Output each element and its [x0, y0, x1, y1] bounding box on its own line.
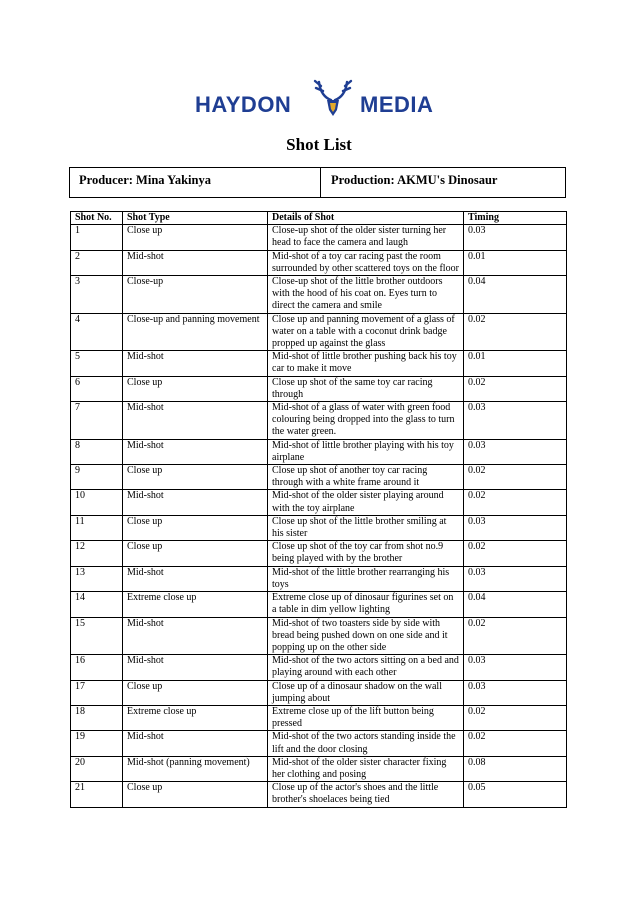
shot-details-cell: Mid-shot of two toasters side by side with bread being pushed down on one side and it popping up on the other side	[268, 617, 464, 655]
shot-timing-cell: 0.01	[464, 351, 567, 376]
shot-number-cell: 8	[71, 439, 123, 464]
shot-type-cell: Close up	[123, 680, 268, 705]
shot-type-cell: Mid-shot	[123, 351, 268, 376]
table-row	[71, 705, 567, 730]
table-row	[71, 782, 567, 807]
shot-type-cell: Close up	[123, 782, 268, 807]
shot-number-cell: 7	[71, 402, 123, 440]
shot-type-cell: Close up	[123, 225, 268, 250]
shot-type-cell: Mid-shot	[123, 250, 268, 275]
producer-value: Mina Yakinya	[136, 173, 211, 187]
page-title: Shot List	[286, 135, 352, 154]
table-header-row	[71, 212, 567, 225]
header-timing: Timing	[464, 212, 567, 225]
shot-details-cell: Mid-shot of the older sister playing around with the toy airplane	[268, 490, 464, 515]
shot-type-cell: Mid-shot (panning movement)	[123, 756, 268, 781]
shot-number-cell: 21	[71, 782, 123, 807]
shot-details-cell: Close-up shot of the little brother outdoors with the hood of his coat on. Eyes turn to direct the camera and smile	[268, 276, 464, 314]
shot-number-cell: 18	[71, 705, 123, 730]
shot-type-cell: Mid-shot	[123, 617, 268, 655]
table-row	[71, 680, 567, 705]
shot-type-cell: Mid-shot	[123, 731, 268, 756]
table-row	[71, 439, 567, 464]
stag-head-icon	[311, 76, 355, 120]
shot-details-cell: Close up shot of the same toy car racing through	[268, 376, 464, 401]
shot-type-cell: Mid-shot	[123, 490, 268, 515]
shot-number-cell: 19	[71, 731, 123, 756]
header-shot-no: Shot No.	[71, 212, 123, 225]
shot-details-cell: Close up of the actor's shoes and the little brother's shoelaces being tied	[268, 782, 464, 807]
shot-type-cell: Close-up	[123, 276, 268, 314]
shot-timing-cell: 0.02	[464, 490, 567, 515]
shot-timing-cell: 0.03	[464, 566, 567, 591]
production-value: AKMU's Dinosaur	[397, 173, 498, 187]
shot-timing-cell: 0.03	[464, 655, 567, 680]
shot-type-cell: Mid-shot	[123, 566, 268, 591]
shot-details-cell: Mid-shot of the little brother rearranging his toys	[268, 566, 464, 591]
shot-details-cell: Close up shot of the toy car from shot no.9 being played with by the brother	[268, 541, 464, 566]
shot-timing-cell: 0.02	[464, 313, 567, 351]
production-cell	[321, 168, 565, 197]
producer-cell	[70, 168, 321, 197]
header-details: Details of Shot	[268, 212, 464, 225]
shot-timing-cell: 0.03	[464, 515, 567, 540]
shot-details-cell: Mid-shot of the two actors sitting on a bed and playing around with each other	[268, 655, 464, 680]
shot-timing-cell: 0.08	[464, 756, 567, 781]
shot-details-cell: Extreme close up of the lift button being pressed	[268, 705, 464, 730]
shot-number-cell: 6	[71, 376, 123, 401]
shot-timing-cell: 0.03	[464, 402, 567, 440]
shot-type-cell: Close-up and panning movement	[123, 313, 268, 351]
shot-type-cell: Mid-shot	[123, 402, 268, 440]
shot-number-cell: 20	[71, 756, 123, 781]
shot-details-cell: Close up shot of the little brother smiling at his sister	[268, 515, 464, 540]
shot-timing-cell: 0.04	[464, 276, 567, 314]
shot-details-cell: Mid-shot of a toy car racing past the room surrounded by other scattered toys on the floor	[268, 250, 464, 275]
shot-timing-cell: 0.03	[464, 439, 567, 464]
table-row	[71, 250, 567, 275]
shot-number-cell: 9	[71, 465, 123, 490]
shot-type-cell: Extreme close up	[123, 592, 268, 617]
table-row	[71, 592, 567, 617]
table-row	[71, 731, 567, 756]
table-row	[71, 515, 567, 540]
shot-timing-cell: 0.03	[464, 225, 567, 250]
table-row	[71, 225, 567, 250]
shot-timing-cell: 0.02	[464, 541, 567, 566]
shot-number-cell: 10	[71, 490, 123, 515]
shot-details-cell: Close-up shot of the older sister turning her head to face the camera and laugh	[268, 225, 464, 250]
shot-details-cell: Extreme close up of dinosaur figurines set on a table in dim yellow lighting	[268, 592, 464, 617]
shot-type-cell: Close up	[123, 541, 268, 566]
shot-details-cell: Mid-shot of the older sister character fixing her clothing and posing	[268, 756, 464, 781]
shot-timing-cell: 0.05	[464, 782, 567, 807]
shot-number-cell: 3	[71, 276, 123, 314]
table-row	[71, 376, 567, 401]
shot-timing-cell: 0.02	[464, 705, 567, 730]
table-row	[71, 490, 567, 515]
shot-number-cell: 1	[71, 225, 123, 250]
shot-timing-cell: 0.02	[464, 465, 567, 490]
producer-label: Producer:	[79, 173, 133, 187]
shot-details-cell: Mid-shot of a glass of water with green food colouring being dropped into the glass to turn the water green.	[268, 402, 464, 440]
shot-type-cell: Close up	[123, 376, 268, 401]
production-label: Production:	[331, 173, 395, 187]
shot-number-cell: 12	[71, 541, 123, 566]
shot-timing-cell: 0.02	[464, 376, 567, 401]
shot-number-cell: 15	[71, 617, 123, 655]
shot-type-cell: Extreme close up	[123, 705, 268, 730]
shot-number-cell: 4	[71, 313, 123, 351]
shot-number-cell: 17	[71, 680, 123, 705]
shot-number-cell: 13	[71, 566, 123, 591]
header-shot-type: Shot Type	[123, 212, 268, 225]
shot-number-cell: 2	[71, 250, 123, 275]
company-logo	[0, 76, 638, 126]
shot-timing-cell: 0.02	[464, 731, 567, 756]
table-row	[71, 276, 567, 314]
shot-details-cell: Close up and panning movement of a glass of water on a table with a coconut drink badge propped up against the glass	[268, 313, 464, 351]
shot-details-cell: Close up of a dinosaur shadow on the wall jumping about	[268, 680, 464, 705]
shot-number-cell: 16	[71, 655, 123, 680]
shot-number-cell: 5	[71, 351, 123, 376]
shot-timing-cell: 0.01	[464, 250, 567, 275]
logo-text-left: HAYDON	[195, 92, 292, 117]
table-row	[71, 617, 567, 655]
shot-details-cell: Mid-shot of the two actors standing inside the lift and the door closing	[268, 731, 464, 756]
shot-details-cell: Mid-shot of little brother pushing back his toy car to make it move	[268, 351, 464, 376]
shot-timing-cell: 0.04	[464, 592, 567, 617]
table-row	[71, 402, 567, 440]
shot-details-cell: Mid-shot of little brother playing with his toy airplane	[268, 439, 464, 464]
table-row	[71, 566, 567, 591]
shot-type-cell: Mid-shot	[123, 655, 268, 680]
production-info-box	[69, 167, 566, 198]
logo-text-right: MEDIA	[360, 92, 434, 117]
table-row	[71, 655, 567, 680]
table-row	[71, 465, 567, 490]
shot-list-table	[70, 211, 567, 808]
shot-type-cell: Close up	[123, 515, 268, 540]
table-row	[71, 541, 567, 566]
shot-number-cell: 11	[71, 515, 123, 540]
shot-timing-cell: 0.02	[464, 617, 567, 655]
table-row	[71, 756, 567, 781]
shot-type-cell: Mid-shot	[123, 439, 268, 464]
shot-type-cell: Close up	[123, 465, 268, 490]
shot-details-cell: Close up shot of another toy car racing through with a white frame around it	[268, 465, 464, 490]
table-row	[71, 313, 567, 351]
table-row	[71, 351, 567, 376]
shot-number-cell: 14	[71, 592, 123, 617]
shot-timing-cell: 0.03	[464, 680, 567, 705]
